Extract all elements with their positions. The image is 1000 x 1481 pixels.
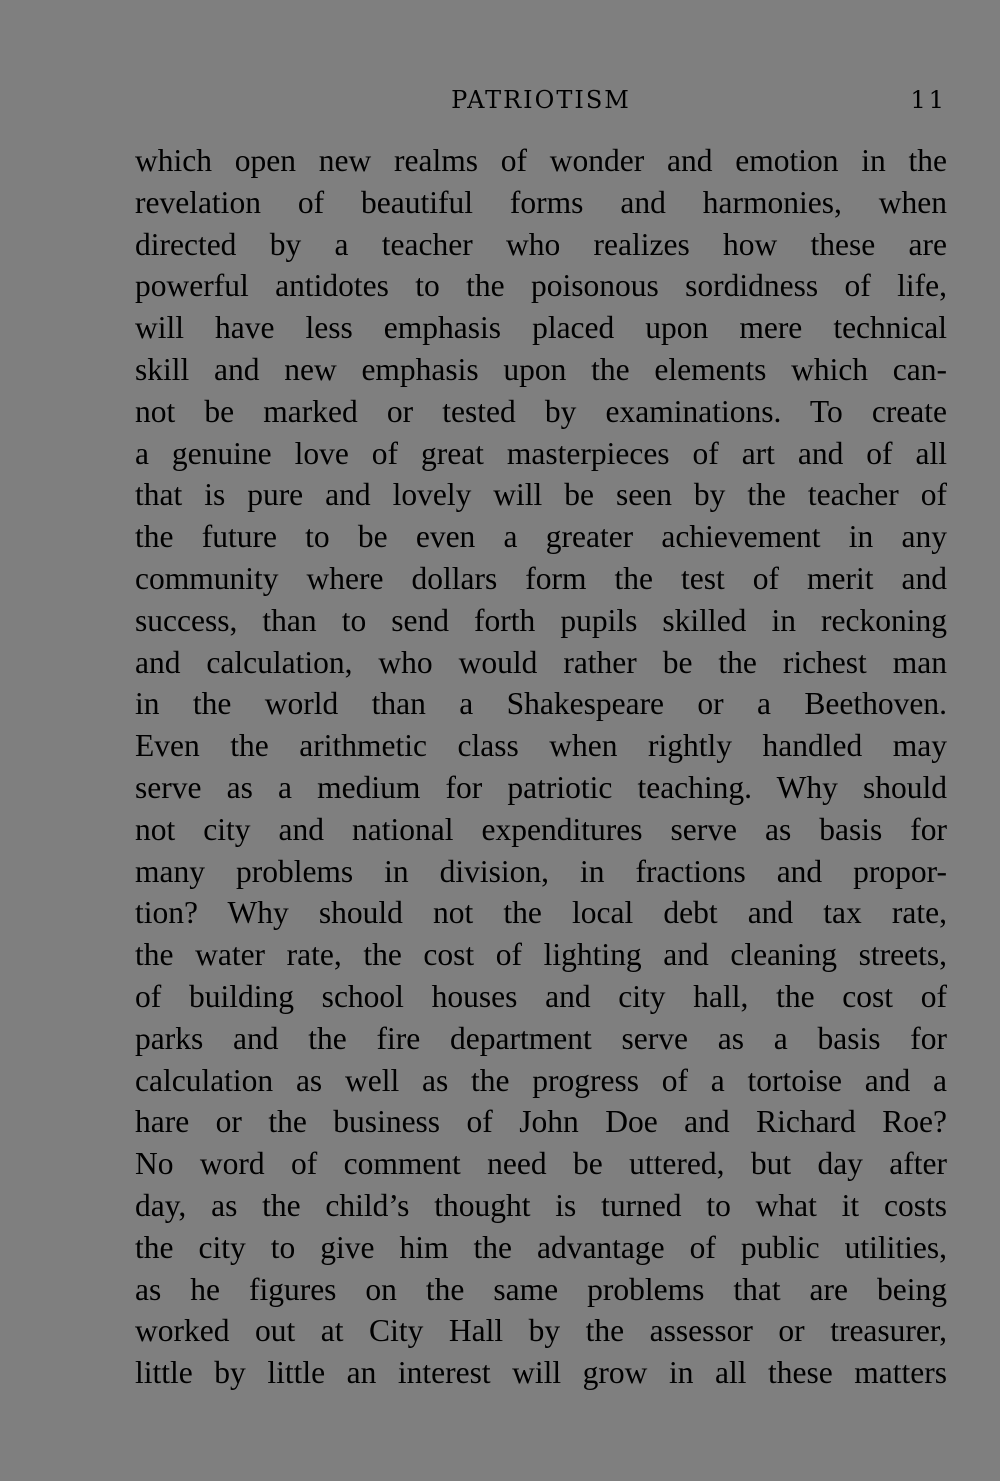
text-line: will have less emphasis placed upon mere technical (135, 310, 947, 346)
text-line: not be marked or tested by examinations. To create (135, 393, 947, 429)
text-line: powerful antidotes to the poisonous sordidness of life, (135, 268, 947, 304)
text-line: the future to be even a greater achievement in any (135, 519, 947, 555)
text-line: day, as the child’s thought is turned to what it costs (135, 1187, 947, 1223)
text-line: which open new realms of wonder and emotion in the (135, 143, 947, 178)
text-line: success, than to send forth pupils skilled in reckoning (135, 602, 947, 638)
text-line: parks and the fire department serve as a basis for (135, 1020, 947, 1056)
text-line: serve as a medium for patriotic teaching. Why should (135, 769, 947, 805)
text-line: Even the arithmetic class when rightly handled may (135, 728, 947, 764)
text-line: No word of comment need be uttered, but day after (135, 1146, 947, 1182)
running-head (135, 80, 947, 120)
text-line: worked out at City Hall by the assessor or treasurer, (135, 1313, 947, 1349)
text-line: not city and national expenditures serve as basis for (135, 811, 947, 847)
text-line: a genuine love of great masterpieces of art and of all (135, 435, 947, 471)
text-line: hare or the business of John Doe and Richard Roe? (135, 1104, 947, 1140)
text-line: in the world than a Shakespeare or a Beethoven. (135, 686, 947, 722)
text-line: that is pure and lovely will be seen by the teacher of (135, 477, 947, 513)
text-line: revelation of beautiful forms and harmonies, when (135, 184, 947, 220)
text-line: directed by a teacher who realizes how these are (135, 226, 947, 262)
text-line: the water rate, the cost of lighting and cleaning streets, (135, 937, 947, 973)
text-line: of building school houses and city hall, the cost of (135, 978, 947, 1014)
text-line: calculation as well as the progress of a tortoise and a (135, 1062, 947, 1098)
body-text (135, 140, 947, 1394)
text-line: as he figures on the same problems that are being (135, 1271, 947, 1307)
text-line: the city to give him the advantage of public utilities, (135, 1229, 947, 1265)
text-line: many problems in division, in fractions and propor- (135, 853, 947, 889)
text-line: and calculation, who would rather be the richest man (135, 644, 947, 680)
page-number: 11 (910, 86, 947, 114)
text-line: skill and new emphasis upon the elements which can- (135, 351, 947, 387)
text-line: community where dollars form the test of merit and (135, 560, 947, 596)
running-title: PATRIOTISM (451, 86, 631, 114)
text-line: tion? Why should not the local debt and tax rate, (135, 895, 947, 931)
text-line: little by little an interest will grow in all these matters (135, 1355, 947, 1391)
